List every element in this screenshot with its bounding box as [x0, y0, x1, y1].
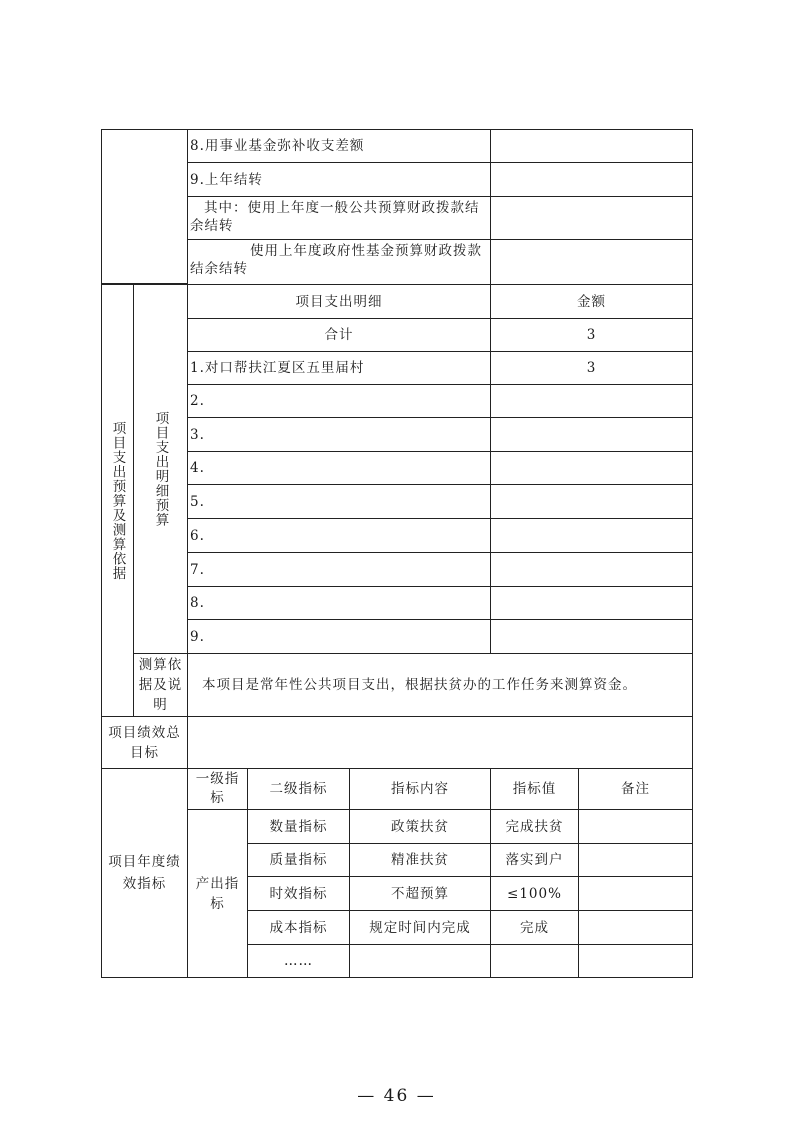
- indicator-header-level1: [187, 768, 248, 810]
- detail-row-9: [187, 619, 491, 654]
- indicator-level1-output-text: 产出指标: [195, 875, 240, 912]
- detail-row-9-amount: [490, 619, 693, 654]
- indicator-row-4-note: [578, 910, 693, 945]
- indicator-row-4-level2-text: 成本指标: [269, 919, 328, 936]
- detail-row-5-amount: [490, 484, 693, 519]
- detail-row-3: [187, 417, 491, 452]
- total-row-label: [187, 318, 491, 352]
- indicator-row-1-level2-text: 数量指标: [269, 818, 328, 835]
- indicator-row-4-content: [349, 910, 491, 945]
- indicator-level1-output: [187, 809, 248, 978]
- detail-row-1-amount: [490, 351, 693, 385]
- income-row-general-budget-value: [490, 196, 693, 240]
- detail-row-2: [187, 384, 491, 418]
- goal-value: [187, 716, 693, 769]
- indicator-row-3-content-text: 不超预算: [391, 885, 449, 902]
- basis-label: [133, 653, 188, 717]
- indicators-label-text: 项目年度绩效指标: [108, 854, 181, 892]
- detail-header-amount: [490, 284, 693, 319]
- indicator-header-level2-text: 二级指标: [269, 781, 328, 797]
- indicator-row-5-content: [349, 944, 491, 978]
- detail-row-5-label: 5.: [190, 493, 205, 510]
- indicator-row-3-level2: [247, 876, 350, 911]
- detail-row-1: [187, 351, 491, 385]
- top-left-blank-cell: [101, 129, 188, 284]
- indicator-header-level2: [247, 768, 350, 810]
- indicator-row-4-level2: [247, 910, 350, 945]
- income-row-general-budget: [187, 196, 491, 240]
- detail-row-4-amount: [490, 451, 693, 485]
- indicator-header-note-text: 备注: [621, 781, 650, 797]
- income-row-fund-budget-label: 使用上年度政府性基金预算财政拨款结余结转: [190, 243, 482, 277]
- detail-row-5: [187, 484, 491, 519]
- total-row-amount-text: 3: [586, 327, 597, 343]
- income-row-fund-budget: [187, 239, 491, 285]
- detail-row-7: [187, 552, 491, 587]
- income-row-8: [187, 129, 491, 163]
- indicator-row-5-level2-text: ……: [284, 953, 313, 969]
- indicator-row-5-level2: [247, 944, 350, 978]
- budget-section-label: [101, 284, 134, 717]
- goal-label-text: 项目绩效总目标: [108, 724, 181, 761]
- detail-row-4: [187, 451, 491, 485]
- indicator-header-level1-text: 一级指标: [195, 771, 240, 806]
- detail-row-6-label: 6.: [190, 527, 205, 544]
- indicator-row-1-value: [490, 809, 579, 844]
- detail-row-7-amount: [490, 552, 693, 587]
- income-row-general-budget-label: 其中：使用上年度一般公共预算财政拨款结余结转: [190, 200, 480, 234]
- detail-row-6-amount: [490, 518, 693, 553]
- detail-row-3-amount: [490, 417, 693, 452]
- indicator-row-3-value-text: ≤100%: [507, 885, 562, 902]
- indicator-row-5-value: [490, 944, 579, 978]
- indicator-row-3-value: [490, 876, 579, 911]
- detail-row-6: [187, 518, 491, 553]
- indicator-row-3-level2-text: 时效指标: [269, 885, 328, 902]
- indicator-row-1-value-text: 完成扶贫: [505, 818, 564, 835]
- detail-row-1-amount-text: 3: [586, 360, 597, 376]
- detail-row-8: [187, 586, 491, 620]
- indicator-row-2-level2: [247, 843, 350, 877]
- goal-label: [101, 716, 188, 769]
- detail-row-4-label: 4.: [190, 460, 205, 476]
- total-row-label-text: 合计: [324, 327, 354, 343]
- indicator-row-1-note: [578, 809, 693, 844]
- indicator-row-1-content: [349, 809, 491, 844]
- detail-row-2-label: 2.: [190, 393, 205, 409]
- indicator-header-note: [578, 768, 693, 810]
- budget-detail-label: [133, 284, 188, 654]
- indicator-row-3-note: [578, 876, 693, 911]
- detail-row-7-label: 7.: [190, 561, 205, 578]
- detail-header-amount-text: 金额: [577, 293, 606, 310]
- indicator-header-content: [349, 768, 491, 810]
- indicator-header-value-text: 指标值: [512, 781, 557, 797]
- indicator-row-2-value: [490, 843, 579, 877]
- indicator-row-2-content: [349, 843, 491, 877]
- income-row-fund-budget-value: [490, 239, 693, 285]
- indicator-row-4-value: [490, 910, 579, 945]
- detail-header-item-text: 项目支出明细: [295, 293, 383, 310]
- income-row-9-value: [490, 162, 693, 197]
- indicator-row-2-value-text: 落实到户: [505, 852, 564, 868]
- detail-header-item: [187, 284, 491, 319]
- detail-row-8-amount: [490, 586, 693, 620]
- detail-row-8-label: 8.: [190, 595, 205, 611]
- indicator-row-5-note: [578, 944, 693, 978]
- indicator-row-4-content-text: 规定时间内完成: [369, 919, 471, 936]
- budget-detail-label-text: 项目支出明细预算: [152, 411, 169, 527]
- budget-section-label-text: 项目支出预算及测算依据: [109, 420, 126, 581]
- indicator-row-2-note: [578, 843, 693, 877]
- indicator-header-content-text: 指标内容: [391, 781, 449, 797]
- indicator-row-3-content: [349, 876, 491, 911]
- indicator-row-1-content-text: 政策扶贫: [391, 818, 449, 835]
- detail-row-2-amount: [490, 384, 693, 418]
- indicators-label: [101, 768, 188, 978]
- income-row-9: [187, 162, 491, 197]
- income-row-8-value: [490, 129, 693, 163]
- indicator-header-value: [490, 768, 579, 810]
- detail-row-3-label: 3.: [190, 426, 205, 443]
- page-number: — 46 —: [357, 1086, 436, 1106]
- basis-text: [187, 653, 693, 717]
- detail-row-9-label: 9.: [190, 628, 205, 645]
- basis-label-text: 测算依据及说明: [138, 657, 183, 713]
- basis-text-content: 本项目是常年性公共项目支出，根据扶贫办的工作任务来测算资金。: [202, 677, 637, 693]
- indicator-row-2-level2-text: 质量指标: [269, 852, 328, 868]
- indicator-row-4-value-text: 完成: [520, 919, 549, 936]
- total-row-amount: [490, 318, 693, 352]
- income-row-8-label: 8.用事业基金弥补收支差额: [190, 138, 365, 154]
- income-row-9-label: 9.上年结转: [190, 171, 263, 188]
- detail-row-1-label: 1.对口帮扶江夏区五里届村: [190, 360, 365, 376]
- indicator-row-1-level2: [247, 809, 350, 844]
- indicator-row-2-content-text: 精准扶贫: [391, 852, 449, 868]
